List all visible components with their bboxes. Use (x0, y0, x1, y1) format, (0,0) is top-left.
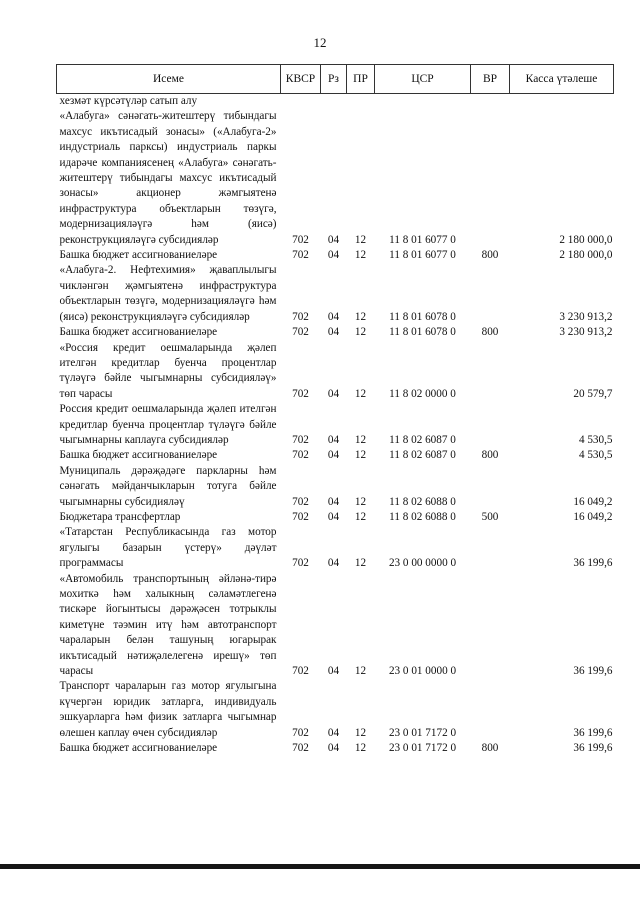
cell-csr: 11 8 02 6088 0 (389, 510, 456, 523)
cell-vr (471, 402, 510, 448)
cell-kvsr: 702 (292, 557, 309, 570)
cell-rz: 04 (327, 665, 340, 678)
cell-amount: 4 530,5 (578, 449, 613, 462)
table-row (57, 325, 614, 340)
cell-csr: 23 0 01 0000 0 (388, 665, 457, 678)
cell-amount: 3 230 913,2 (559, 310, 613, 323)
cell-name: «Россия кредит оешмаларында җәлеп ителгән кредитлар буенча процентлар түләүгә бәйле чыгымнарны субсидияләү» төп чарасы (59, 341, 277, 400)
cell-rz: 04 (327, 387, 340, 400)
table-row (57, 464, 614, 510)
cell-kvsr: 702 (292, 326, 309, 339)
cell-kvsr: 702 (292, 665, 309, 678)
cell-csr: 11 8 02 6088 0 (389, 495, 456, 508)
cell-kvsr: 702 (292, 433, 309, 446)
cell-amount: 2 180 000,0 (559, 233, 613, 246)
cell-amount: 16 049,2 (573, 495, 613, 508)
table-row (57, 448, 614, 463)
budget-table (56, 64, 614, 756)
table-row (57, 341, 614, 403)
cell-amount: 36 199,6 (573, 726, 613, 739)
cell-pr: 12 (354, 433, 367, 446)
cell-name: Транспорт чараларын газ мотор ягулыгына күчергән юридик затларга, индивидуаль эшкуарларга һәм физик затларга чыгымнар өлешен каплау өчен субсидияләр (59, 680, 277, 739)
cell-name: Бюджетара трансфертлар (59, 510, 181, 523)
cell-vr (471, 464, 510, 510)
cell-csr: 11 8 02 0000 0 (389, 387, 456, 400)
header-vr: ВР (471, 65, 510, 94)
table-row (57, 510, 614, 525)
cell-rz: 04 (327, 449, 340, 462)
cell-csr: 11 8 01 6077 0 (389, 249, 456, 262)
cell-name: «Татарстан Республикасында газ мотор ягулыгы базарын үстерү» дәүләт программасы (59, 526, 277, 570)
cell-rz: 04 (327, 742, 340, 755)
cell-amount: 20 579,7 (573, 387, 613, 400)
cell-amount: 36 199,6 (573, 557, 613, 570)
table-header (57, 65, 614, 94)
cell-pr: 12 (354, 557, 367, 570)
cell-rz: 04 (327, 233, 340, 246)
cell-name: «Алабуга» сәнәгать-житештерү тибындагы махсус икътисадый зонасы» («Алабуга-2» индустриаль парксы) индустриаль паркы идарәче компаниясенең «Алабуга» сәнәгать-житештерү тибындагы махсус икътисадый зонасы» акционер жәмгыятенә инфраструктура объектларын төзүгә, модернизацияләүгә һәм (яисә) реконструкцияләүгә субсидияләр (59, 110, 277, 246)
cell-name: Башка бюджет ассигнованиеләре (59, 326, 218, 339)
cell-amount: 2 180 000,0 (559, 249, 613, 262)
cell-pr: 12 (354, 233, 367, 246)
cell-name: Башка бюджет ассигнованиеләре (59, 742, 218, 755)
cell-kvsr: 702 (292, 726, 309, 739)
table-row (57, 679, 614, 741)
table-row (57, 572, 614, 680)
cell-amount: 36 199,6 (573, 742, 613, 755)
cell-name: «Алабуга-2. Нефтехимия» җаваплылыгы чикләнгән җәмгыятенә инфраструктура объектларын төзүгә, модернизацияләүгә һәм (яисә) реконструкцияләүгә субсидияләр (59, 264, 277, 323)
cell-rz: 04 (327, 310, 340, 323)
cell-rz (321, 94, 347, 110)
header-csr: ЦСР (375, 65, 471, 94)
table-row (57, 402, 614, 448)
cell-vr (471, 679, 510, 741)
header-kvsr: КВСР (281, 65, 321, 94)
cell-vr: 800 (481, 742, 499, 755)
cell-kvsr: 702 (292, 742, 309, 755)
cell-amount: 36 199,6 (573, 665, 613, 678)
cell-csr: 23 0 01 7172 0 (388, 726, 457, 739)
cell-pr: 12 (354, 742, 367, 755)
cell-amount: 3 230 913,2 (559, 326, 613, 339)
cell-rz: 04 (327, 495, 340, 508)
cell-rz: 04 (327, 249, 340, 262)
cell-csr: 11 8 02 6087 0 (389, 433, 456, 446)
cell-kvsr (281, 94, 321, 110)
cell-csr: 11 8 01 6078 0 (389, 326, 456, 339)
cell-pr (347, 94, 375, 110)
header-name: Исеме (57, 65, 281, 94)
cell-vr (471, 341, 510, 403)
header-amount: Касса үтәлеше (510, 65, 614, 94)
cell-pr: 12 (354, 249, 367, 262)
cell-amount: 4 530,5 (578, 433, 613, 446)
cell-csr (375, 94, 471, 110)
table-row (57, 263, 614, 325)
cell-name: «Автомобиль транспортының әйләнә-тирә мохиткә һәм халыкның сәламәтлегенә тискәре йогынтысы дәрәҗәсен тотрыклы киметүне тәэмин итү һәм автотранспорт чараларын белән ташуның югарырак икътисадый нәтиҗәлелегенә ирешү» төп чарасы (59, 572, 277, 678)
cell-kvsr: 702 (292, 310, 309, 323)
cell-kvsr: 702 (292, 449, 309, 462)
cell-name: Башка бюджет ассигнованиеләре (59, 249, 218, 262)
cell-kvsr: 702 (292, 495, 309, 508)
cell-pr: 12 (354, 326, 367, 339)
cell-amount: 16 049,2 (573, 510, 613, 523)
cell-csr: 23 0 01 7172 0 (388, 742, 457, 755)
cell-vr (471, 263, 510, 325)
cell-amount (510, 94, 614, 110)
table-row (57, 525, 614, 571)
cell-vr (471, 525, 510, 571)
cell-vr: 500 (481, 510, 499, 523)
header-rz: Рз (321, 65, 347, 94)
cell-csr: 23 0 00 0000 0 (388, 557, 457, 570)
table-row (57, 94, 614, 110)
scan-edge-bar (0, 864, 640, 869)
page-number: 12 (313, 35, 327, 50)
cell-rz: 04 (327, 433, 340, 446)
cell-name: Муниципаль дәрәҗәдәге паркларны һәм сәнәгать мәйданчыкларын тотуга бәйле чыгымнарны субсидияләү (59, 464, 277, 508)
cell-name: Россия кредит оешмаларында җәлеп ителгән кредитлар буенча процентлар түләүгә бәйле чыгымнарны каплауга субсидияләр (59, 403, 277, 446)
cell-kvsr: 702 (292, 249, 309, 262)
cell-kvsr: 702 (292, 233, 309, 246)
cell-vr (471, 109, 510, 248)
cell-pr: 12 (354, 387, 367, 400)
cell-vr (471, 94, 510, 110)
cell-name: хезмәт күрсәтүләр сатып алу (59, 95, 198, 107)
cell-vr (471, 572, 510, 680)
cell-vr: 800 (481, 449, 499, 462)
table-row (57, 109, 614, 248)
cell-csr: 11 8 02 6087 0 (389, 449, 456, 462)
header-pr: ПР (347, 65, 375, 94)
cell-csr: 11 8 01 6077 0 (389, 233, 456, 246)
cell-pr: 12 (354, 449, 367, 462)
table-row (57, 741, 614, 756)
cell-rz: 04 (327, 557, 340, 570)
cell-pr: 12 (354, 726, 367, 739)
cell-rz: 04 (327, 726, 340, 739)
cell-rz: 04 (327, 510, 340, 523)
cell-kvsr: 702 (292, 510, 309, 523)
cell-pr: 12 (354, 310, 367, 323)
cell-name: Башка бюджет ассигнованиеләре (59, 449, 218, 462)
table-body (57, 94, 614, 757)
cell-pr: 12 (354, 495, 367, 508)
cell-vr: 800 (481, 326, 499, 339)
cell-rz: 04 (327, 326, 340, 339)
table-row (57, 248, 614, 263)
cell-csr: 11 8 01 6078 0 (389, 310, 456, 323)
cell-pr: 12 (354, 510, 367, 523)
cell-kvsr: 702 (292, 387, 309, 400)
cell-vr: 800 (481, 249, 499, 262)
cell-pr: 12 (354, 665, 367, 678)
